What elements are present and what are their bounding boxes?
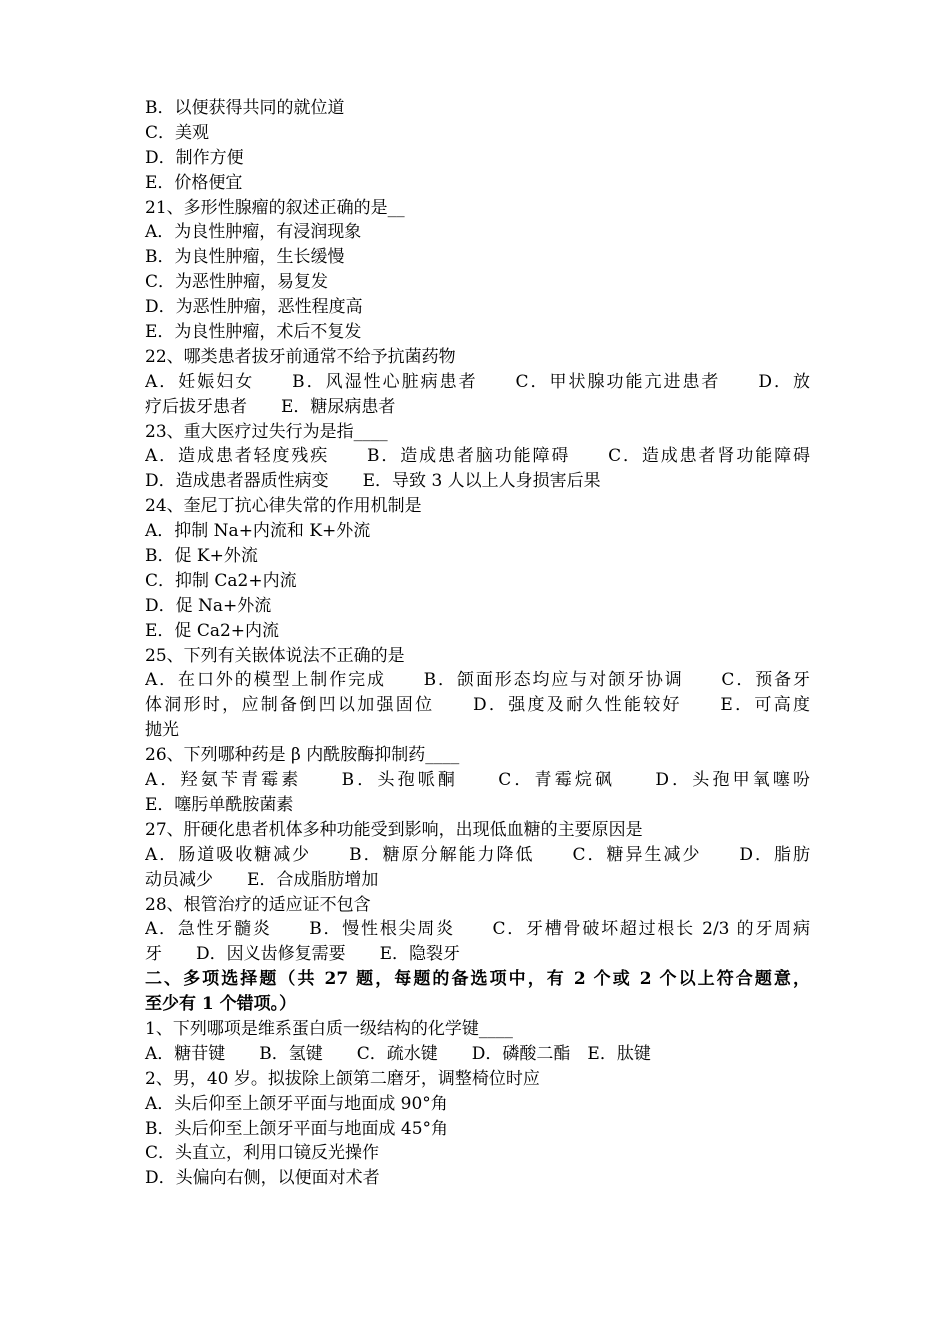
text-line: 动员减少 E．合成脂肪增加: [145, 869, 379, 890]
text-line: 21、多形性腺瘤的叙述正确的是__: [145, 197, 405, 218]
text-line: E．为良性肿瘤，术后不复发: [145, 322, 362, 343]
text-line: C．美观: [145, 122, 210, 143]
text-line: C．头直立，利用口镜反光操作: [145, 1143, 380, 1164]
text-line: A．糖苷键 B．氢键 C．疏水键 D．磷酸二酯 E．肽键: [145, 1043, 651, 1064]
text-line: E．价格便宜: [145, 172, 243, 193]
text-line: 疗后拔牙患者 E．糖尿病患者: [145, 396, 396, 417]
text-line: 28、根管治疗的适应证不包含: [145, 894, 371, 915]
text-line: E．噻肟单酰胺菌素: [145, 794, 294, 815]
section-heading-line: 二、多项选择题（共 27 题，每题的备选项中，有 2 个或 2 个以上符合题意，: [145, 969, 810, 990]
text-line: A．造成患者轻度残疾 B．造成患者脑功能障碍 C．造成患者肾功能障碍: [145, 446, 810, 467]
text-line: C．抑制 Ca2+内流: [145, 570, 297, 591]
document-page: [145, 96, 810, 1191]
text-line: D．制作方便: [145, 147, 244, 168]
text-line: A．肠道吸收糖减少 B．糖原分解能力降低 C．糖异生减少 D．脂肪: [145, 844, 810, 865]
text-line: A．为良性肿瘤，有浸润现象: [145, 222, 362, 243]
text-line: 25、下列有关嵌体说法不正确的是: [145, 645, 405, 666]
text-line: B．促 K+外流: [145, 546, 258, 567]
text-line: D．为恶性肿瘤，恶性程度高: [145, 297, 363, 318]
text-line: 27、肝硬化患者机体多种功能受到影响，出现低血糖的主要原因是: [145, 819, 643, 840]
text-line: B．头后仰至上颌牙平面与地面成 45°角: [145, 1118, 449, 1139]
text-line: 1、下列哪项是维系蛋白质一级结构的化学键____: [145, 1018, 513, 1039]
text-line: 23、重大医疗过失行为是指____: [145, 421, 388, 442]
text-line: B．为良性肿瘤，生长缓慢: [145, 247, 345, 268]
section-heading-line: 至少有 1 个错项。）: [145, 994, 297, 1015]
text-line: 牙 D．因义齿修复需要 E．隐裂牙: [145, 944, 461, 965]
text-line: 24、奎尼丁抗心律失常的作用机制是: [145, 496, 422, 517]
text-line: A．急性牙髓炎 B．慢性根尖周炎 C．牙槽骨破坏超过根长 2/3 的牙周病: [145, 919, 810, 940]
text-line: A．头后仰至上颌牙平面与地面成 90°角: [145, 1093, 448, 1114]
text-line: D．头偏向右侧，以便面对术者: [145, 1168, 380, 1189]
text-line: A．羟氨苄青霉素 B．头孢哌酮 C．青霉烷砜 D．头孢甲氧噻吩: [145, 770, 810, 791]
text-line: 2、男，40 岁。拟拔除上颌第二磨牙，调整椅位时应: [145, 1068, 540, 1089]
text-line: 22、哪类患者拔牙前通常不给予抗菌药物: [145, 346, 456, 367]
text-line: C．为恶性肿瘤，易复发: [145, 272, 329, 293]
text-line: B．以便获得共同的就位道: [145, 98, 345, 118]
text-line: 26、下列哪种药是 β 内酰胺酶抑制药____: [145, 745, 460, 766]
text-line: A．妊娠妇女 B．风湿性心脏病患者 C．甲状腺功能亢进患者 D．放: [145, 371, 810, 392]
text-line: A．在口外的模型上制作完成 B．颌面形态均应与对颌牙协调 C．预备牙: [145, 670, 810, 691]
text-line: D．促 Na+外流: [145, 595, 272, 616]
text-line: D．造成患者器质性病变 E．导致 3 人以上人身损害后果: [145, 471, 601, 492]
text-line: 抛光: [145, 720, 179, 741]
text-line: A．抑制 Na+内流和 K+外流: [145, 521, 371, 542]
text-line: 体洞形时，应制备倒凹以加强固位 D．强度及耐久性能较好 E．可高度: [145, 695, 810, 716]
text-line: E．促 Ca2+内流: [145, 620, 280, 641]
